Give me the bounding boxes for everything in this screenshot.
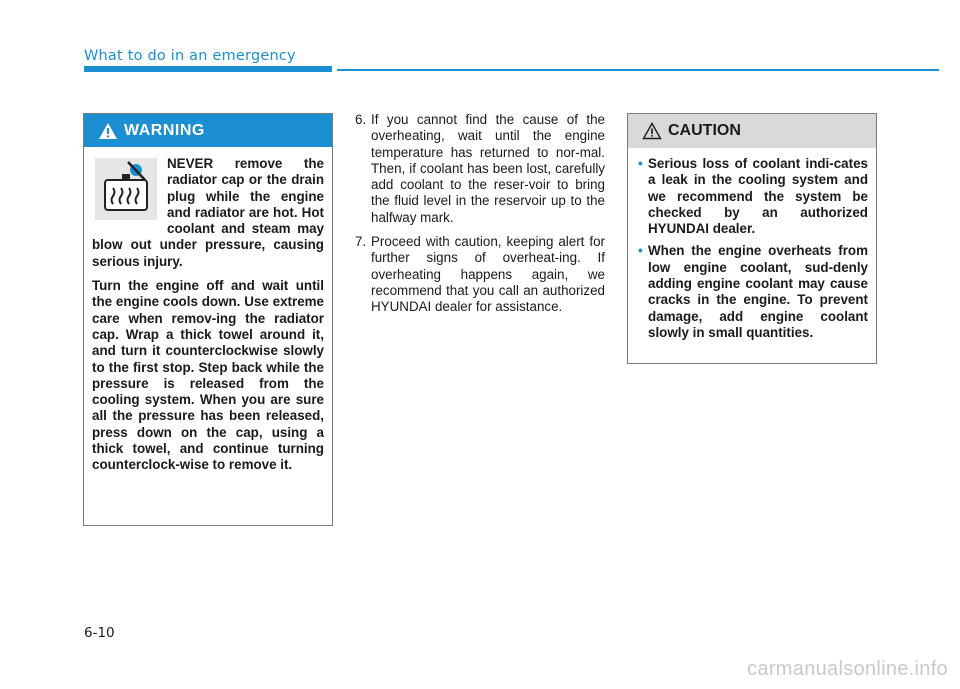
header-rule-thick — [84, 66, 332, 72]
watermark: carmanualsonline.info — [747, 658, 948, 680]
step-7 — [355, 234, 605, 315]
header-rule-thin — [337, 69, 939, 71]
caution-item — [638, 243, 868, 341]
procedure-steps — [355, 112, 605, 324]
bullet-icon: • — [638, 243, 643, 259]
caution-list — [628, 148, 876, 341]
caution-item-text: Serious loss of coolant indi-cates a leak in the cooling system and we recommend the system be checked by an authorized HYUNDAI dealer. — [648, 156, 868, 237]
warning-paragraph-1: NEVER remove the radiator cap or the drain plug while the engine and radiator are hot. Hot coolant and steam may blow out under pressure, causing serious injury. — [92, 156, 324, 269]
warning-paragraph-2: Turn the engine off and wait until the engine cools down. Use extreme care when remov-ing the radiator cap. Wrap a thick towel around it, and turn it counterclockwise slowly to the first stop. Step back while the pressure is released from the cooling system. When you are sure all the pressure has been released, press down on the cap, using a thick towel, and continue turning counterclock-wise to remove it. — [92, 278, 324, 473]
step-number: 7. — [355, 234, 367, 250]
step-6 — [355, 112, 605, 226]
warning-header — [84, 114, 332, 147]
warning-label: WARNING — [124, 121, 205, 139]
caution-header — [628, 114, 876, 148]
step-number: 6. — [355, 112, 367, 127]
page-number: 6-10 — [84, 625, 115, 641]
warning-box — [83, 113, 333, 526]
step-text: Proceed with caution, keeping alert for further signs of overheat-ing. If overheating happens again, we recommend that you call an authorized HYUNDAI dealer for assistance. — [371, 234, 605, 315]
warning-triangle-icon — [98, 122, 118, 140]
caution-triangle-icon — [642, 122, 662, 140]
warning-body — [84, 147, 332, 474]
section-title: What to do in an emergency — [84, 48, 296, 64]
caution-item-text: When the engine overheats from low engine coolant, sud-denly adding engine coolant may cause cracks in the engine. To prevent damage, add engine coolant slowly in small quantities. — [648, 243, 868, 340]
caution-label: CAUTION — [668, 122, 741, 139]
caution-box — [627, 113, 877, 364]
caution-item — [638, 156, 868, 237]
step-text: If you cannot find the cause of the overheating, wait until the engine temperature has returned to nor-mal. Then, if coolant has been lost, carefully add coolant to the reser-voir to bring the fluid level in the reservoir up to the halfway mark. — [371, 112, 605, 225]
radiator-cap-hazard-icon — [95, 158, 157, 220]
bullet-icon: • — [638, 156, 643, 171]
